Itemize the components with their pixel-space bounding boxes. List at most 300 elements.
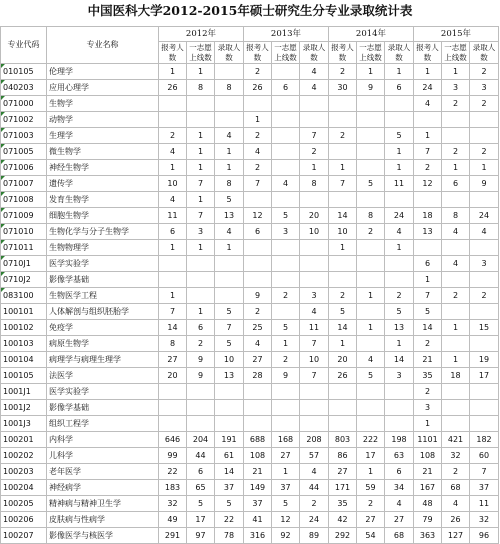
value-cell [470, 304, 499, 320]
value-cell: 11 [470, 496, 499, 512]
header-year-2014: 2014年 [329, 27, 414, 42]
major-name-cell: 皮肤病与性病学 [47, 512, 159, 528]
value-cell [385, 256, 414, 272]
value-cell: 49 [159, 512, 187, 528]
value-cell: 26 [159, 80, 187, 96]
value-cell: 1 [159, 64, 187, 80]
value-cell: 68 [442, 480, 470, 496]
value-cell: 1 [187, 144, 215, 160]
value-cell [357, 256, 385, 272]
value-cell: 34 [385, 480, 414, 496]
value-cell: 316 [244, 528, 272, 544]
major-name-cell: 医学实验学 [47, 384, 159, 400]
value-cell [357, 304, 385, 320]
value-cell: 26 [329, 368, 357, 384]
value-cell: 13 [414, 224, 442, 240]
value-cell [272, 384, 300, 400]
value-cell: 13 [215, 368, 244, 384]
major-name-cell: 生物医学工程 [47, 288, 159, 304]
value-cell: 2 [272, 352, 300, 368]
value-cell [442, 192, 470, 208]
value-cell: 1 [357, 320, 385, 336]
value-cell: 2 [244, 64, 272, 80]
value-cell: 3 [187, 224, 215, 240]
major-code-cell: 100207 [1, 528, 47, 544]
value-cell: 7 [414, 144, 442, 160]
major-code-cell: 100202 [1, 448, 47, 464]
value-cell: 8 [159, 336, 187, 352]
value-cell: 1101 [414, 432, 442, 448]
value-cell: 149 [244, 480, 272, 496]
value-cell: 1 [159, 160, 187, 176]
value-cell: 4 [159, 192, 187, 208]
value-cell: 4 [215, 128, 244, 144]
value-cell: 27 [357, 512, 385, 528]
value-cell [244, 192, 272, 208]
value-cell [357, 336, 385, 352]
value-cell: 12 [414, 176, 442, 192]
header-first-choice-passed: 一志愿上线数 [187, 42, 215, 64]
header-row-years [1, 27, 499, 42]
table-row [1, 176, 499, 192]
major-code-cell: 100104 [1, 352, 47, 368]
value-cell: 18 [442, 368, 470, 384]
value-cell: 3 [300, 288, 329, 304]
value-cell [442, 384, 470, 400]
value-cell [442, 304, 470, 320]
value-cell: 2 [442, 288, 470, 304]
value-cell: 17 [357, 448, 385, 464]
value-cell: 27 [272, 448, 300, 464]
table-row [1, 80, 499, 96]
value-cell: 32 [159, 496, 187, 512]
value-cell: 20 [159, 368, 187, 384]
major-name-cell: 细胞生物学 [47, 208, 159, 224]
value-cell: 1 [385, 336, 414, 352]
major-code-cell: 100105 [1, 368, 47, 384]
value-cell [215, 416, 244, 432]
value-cell: 2 [470, 288, 499, 304]
value-cell [385, 272, 414, 288]
value-cell [442, 416, 470, 432]
value-cell [300, 96, 329, 112]
value-cell [159, 416, 187, 432]
value-cell: 24 [414, 80, 442, 96]
value-cell: 6 [159, 224, 187, 240]
value-cell: 78 [215, 528, 244, 544]
table-row [1, 224, 499, 240]
value-cell: 1 [385, 240, 414, 256]
value-cell: 97 [187, 528, 215, 544]
table-row [1, 160, 499, 176]
value-cell: 17 [470, 368, 499, 384]
value-cell: 7 [215, 320, 244, 336]
header-code: 专业代码 [1, 27, 47, 64]
value-cell [187, 256, 215, 272]
value-cell: 10 [300, 352, 329, 368]
major-code-cell: 100201 [1, 432, 47, 448]
value-cell: 28 [244, 368, 272, 384]
value-cell: 3 [272, 224, 300, 240]
value-cell [300, 272, 329, 288]
value-cell: 1 [357, 288, 385, 304]
value-cell [300, 416, 329, 432]
header-year-2013: 2013年 [244, 27, 329, 42]
major-code-cell: 071002 [1, 112, 47, 128]
header-applicants: 报考人数 [159, 42, 187, 64]
value-cell [442, 112, 470, 128]
value-cell: 7 [187, 208, 215, 224]
value-cell [385, 192, 414, 208]
major-code-cell: 071008 [1, 192, 47, 208]
major-name-cell: 遗传学 [47, 176, 159, 192]
value-cell [385, 384, 414, 400]
major-name-cell: 神经病学 [47, 480, 159, 496]
value-cell [215, 64, 244, 80]
value-cell [357, 272, 385, 288]
value-cell: 1 [357, 64, 385, 80]
value-cell: 21 [244, 464, 272, 480]
header-applicants: 报考人数 [414, 42, 442, 64]
value-cell: 5 [272, 208, 300, 224]
value-cell [244, 256, 272, 272]
major-code-cell: 1001J3 [1, 416, 47, 432]
table-row [1, 448, 499, 464]
value-cell: 1 [215, 160, 244, 176]
value-cell: 167 [414, 480, 442, 496]
major-name-cell: 生物化学与分子生物学 [47, 224, 159, 240]
value-cell: 5 [215, 304, 244, 320]
major-code-cell: 071010 [1, 224, 47, 240]
header-first-choice-passed: 一志愿上线数 [272, 42, 300, 64]
major-code-cell: 071003 [1, 128, 47, 144]
value-cell [215, 96, 244, 112]
value-cell: 182 [470, 432, 499, 448]
major-name-cell: 病原生物学 [47, 336, 159, 352]
value-cell: 22 [159, 464, 187, 480]
value-cell: 6 [414, 256, 442, 272]
value-cell: 1 [442, 352, 470, 368]
value-cell: 4 [442, 224, 470, 240]
value-cell: 4 [244, 144, 272, 160]
major-name-cell: 组织工程学 [47, 416, 159, 432]
table-row [1, 96, 499, 112]
header-admitted: 录取人数 [300, 42, 329, 64]
major-code-cell: 071005 [1, 144, 47, 160]
value-cell [414, 240, 442, 256]
table-row [1, 272, 499, 288]
header-admitted: 录取人数 [385, 42, 414, 64]
value-cell: 4 [272, 176, 300, 192]
value-cell [159, 112, 187, 128]
value-cell: 5 [215, 192, 244, 208]
value-cell [215, 112, 244, 128]
major-code-cell: 071011 [1, 240, 47, 256]
major-code-cell: 0710J1 [1, 256, 47, 272]
value-cell [159, 96, 187, 112]
value-cell: 2 [385, 288, 414, 304]
table-row [1, 256, 499, 272]
table-row [1, 400, 499, 416]
value-cell [272, 160, 300, 176]
value-cell: 11 [385, 176, 414, 192]
value-cell [385, 112, 414, 128]
header-admitted: 录取人数 [470, 42, 499, 64]
value-cell: 9 [357, 80, 385, 96]
value-cell [272, 304, 300, 320]
value-cell: 4 [300, 464, 329, 480]
value-cell: 2 [300, 144, 329, 160]
value-cell [385, 416, 414, 432]
value-cell: 35 [414, 368, 442, 384]
value-cell [272, 128, 300, 144]
value-cell: 1 [357, 464, 385, 480]
value-cell: 2 [272, 288, 300, 304]
major-name-cell: 生物学 [47, 96, 159, 112]
value-cell [187, 400, 215, 416]
value-cell: 1 [442, 160, 470, 176]
value-cell: 14 [159, 320, 187, 336]
value-cell [385, 96, 414, 112]
value-cell [187, 272, 215, 288]
value-cell: 5 [357, 176, 385, 192]
value-cell: 86 [329, 448, 357, 464]
value-cell: 2 [187, 336, 215, 352]
value-cell: 6 [244, 224, 272, 240]
value-cell [272, 240, 300, 256]
value-cell: 6 [187, 320, 215, 336]
major-code-cell: 100206 [1, 512, 47, 528]
header-first-choice-passed: 一志愿上线数 [357, 42, 385, 64]
value-cell: 7 [244, 176, 272, 192]
table-row [1, 416, 499, 432]
value-cell: 1 [187, 304, 215, 320]
value-cell: 171 [329, 480, 357, 496]
value-cell [357, 416, 385, 432]
value-cell [470, 336, 499, 352]
value-cell: 26 [244, 80, 272, 96]
major-name-cell: 内科学 [47, 432, 159, 448]
value-cell: 5 [357, 368, 385, 384]
value-cell [329, 96, 357, 112]
major-name-cell: 精神病与精神卫生学 [47, 496, 159, 512]
header-applicants: 报考人数 [244, 42, 272, 64]
major-code-cell: 1001J1 [1, 384, 47, 400]
value-cell: 2 [442, 96, 470, 112]
value-cell: 1 [442, 320, 470, 336]
value-cell [470, 400, 499, 416]
value-cell [357, 160, 385, 176]
value-cell: 1 [442, 64, 470, 80]
value-cell: 127 [442, 528, 470, 544]
table-row [1, 368, 499, 384]
value-cell: 8 [357, 208, 385, 224]
value-cell [272, 64, 300, 80]
value-cell: 42 [329, 512, 357, 528]
value-cell: 68 [385, 528, 414, 544]
value-cell [442, 400, 470, 416]
value-cell: 96 [470, 528, 499, 544]
major-name-cell: 影像医学与核医学 [47, 528, 159, 544]
value-cell: 6 [272, 80, 300, 96]
value-cell: 4 [244, 336, 272, 352]
value-cell: 9 [187, 352, 215, 368]
value-cell [329, 272, 357, 288]
major-name-cell: 法医学 [47, 368, 159, 384]
major-code-cell: 071006 [1, 160, 47, 176]
major-name-cell: 影像学基础 [47, 272, 159, 288]
value-cell: 8 [187, 80, 215, 96]
value-cell [272, 192, 300, 208]
admission-statistics-table [0, 26, 499, 544]
value-cell: 5 [272, 320, 300, 336]
value-cell: 10 [329, 224, 357, 240]
value-cell: 108 [244, 448, 272, 464]
value-cell: 108 [414, 448, 442, 464]
value-cell [159, 384, 187, 400]
header-applicants: 报考人数 [329, 42, 357, 64]
table-row [1, 64, 499, 80]
value-cell: 5 [215, 496, 244, 512]
value-cell: 37 [244, 496, 272, 512]
value-cell: 19 [470, 352, 499, 368]
major-name-cell: 动物学 [47, 112, 159, 128]
major-code-cell: 071007 [1, 176, 47, 192]
value-cell: 168 [272, 432, 300, 448]
value-cell: 89 [300, 528, 329, 544]
table-body [1, 64, 499, 544]
value-cell [300, 240, 329, 256]
value-cell: 1 [414, 416, 442, 432]
value-cell: 27 [385, 512, 414, 528]
value-cell: 7 [414, 288, 442, 304]
major-name-cell: 病理学与病理生理学 [47, 352, 159, 368]
value-cell [187, 96, 215, 112]
table-row [1, 208, 499, 224]
value-cell: 1 [215, 144, 244, 160]
value-cell: 1 [187, 64, 215, 80]
value-cell: 1 [414, 128, 442, 144]
value-cell: 2 [414, 160, 442, 176]
value-cell: 17 [187, 512, 215, 528]
value-cell [272, 112, 300, 128]
table-row [1, 304, 499, 320]
value-cell: 4 [300, 80, 329, 96]
value-cell: 22 [215, 512, 244, 528]
value-cell: 25 [244, 320, 272, 336]
value-cell: 5 [187, 496, 215, 512]
value-cell: 61 [215, 448, 244, 464]
major-name-cell: 影像学基础 [47, 400, 159, 416]
value-cell [272, 272, 300, 288]
value-cell: 37 [470, 480, 499, 496]
value-cell [215, 256, 244, 272]
value-cell [187, 112, 215, 128]
value-cell: 11 [159, 208, 187, 224]
value-cell [272, 400, 300, 416]
value-cell: 2 [159, 128, 187, 144]
value-cell: 204 [187, 432, 215, 448]
table-row [1, 320, 499, 336]
value-cell: 48 [414, 496, 442, 512]
value-cell [300, 400, 329, 416]
value-cell: 8 [300, 176, 329, 192]
header-admitted: 录取人数 [215, 42, 244, 64]
value-cell [470, 416, 499, 432]
value-cell [470, 128, 499, 144]
value-cell: 6 [385, 464, 414, 480]
value-cell [159, 256, 187, 272]
value-cell [159, 272, 187, 288]
value-cell: 2 [470, 144, 499, 160]
value-cell: 1 [414, 272, 442, 288]
value-cell [329, 256, 357, 272]
major-code-cell: 100203 [1, 464, 47, 480]
value-cell: 1 [385, 144, 414, 160]
major-name-cell: 伦理学 [47, 64, 159, 80]
value-cell: 60 [470, 448, 499, 464]
value-cell [357, 240, 385, 256]
value-cell: 688 [244, 432, 272, 448]
value-cell [187, 288, 215, 304]
table-row [1, 352, 499, 368]
value-cell: 24 [385, 208, 414, 224]
value-cell: 1 [215, 240, 244, 256]
value-cell: 2 [329, 128, 357, 144]
value-cell: 14 [215, 464, 244, 480]
value-cell [244, 416, 272, 432]
value-cell: 6 [385, 80, 414, 96]
major-code-cell: 071009 [1, 208, 47, 224]
value-cell: 3 [385, 368, 414, 384]
major-code-cell: 100204 [1, 480, 47, 496]
value-cell: 5 [215, 336, 244, 352]
value-cell: 1 [300, 160, 329, 176]
value-cell: 1 [329, 336, 357, 352]
value-cell: 4 [442, 496, 470, 512]
value-cell: 421 [442, 432, 470, 448]
value-cell: 26 [442, 512, 470, 528]
value-cell: 14 [329, 320, 357, 336]
value-cell [215, 272, 244, 288]
value-cell: 37 [272, 480, 300, 496]
value-cell: 20 [300, 208, 329, 224]
major-code-cell: 100102 [1, 320, 47, 336]
table-row [1, 512, 499, 528]
value-cell: 10 [300, 224, 329, 240]
value-cell: 6 [442, 176, 470, 192]
value-cell: 5 [272, 496, 300, 512]
value-cell: 32 [470, 512, 499, 528]
value-cell: 9 [272, 368, 300, 384]
header-year-2015: 2015年 [414, 27, 499, 42]
table-row [1, 112, 499, 128]
value-cell: 191 [215, 432, 244, 448]
major-name-cell: 生理学 [47, 128, 159, 144]
value-cell: 4 [470, 224, 499, 240]
header-name: 专业名称 [47, 27, 159, 64]
value-cell: 1 [385, 160, 414, 176]
value-cell: 9 [244, 288, 272, 304]
value-cell [159, 400, 187, 416]
value-cell: 1 [414, 64, 442, 80]
value-cell: 1 [470, 160, 499, 176]
value-cell: 59 [357, 480, 385, 496]
value-cell: 1 [187, 128, 215, 144]
value-cell [329, 144, 357, 160]
value-cell: 2 [442, 144, 470, 160]
value-cell: 24 [470, 208, 499, 224]
